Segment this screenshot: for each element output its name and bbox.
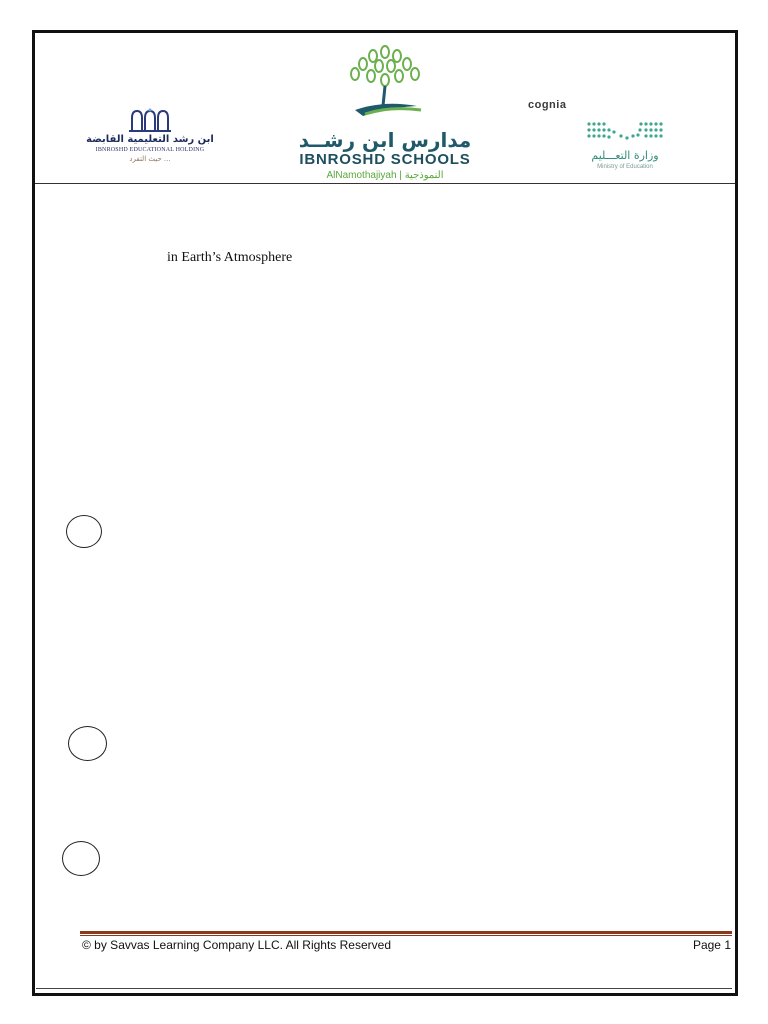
- school-name-english: IBNROSHD SCHOOLS: [299, 151, 471, 168]
- school-subtitle: AlNamothajiyah | النموذجية: [326, 170, 444, 181]
- footer-page-number: Page 1: [692, 938, 731, 952]
- footer-divider-thin: [80, 935, 732, 936]
- body-text-line: in Earth’s Atmosphere: [167, 250, 293, 265]
- answer-circle[interactable]: [68, 726, 107, 761]
- header-divider: [35, 183, 735, 184]
- holding-tagline: حيث التفرد ...: [129, 155, 171, 163]
- school-name-arabic: مدارس ابن رشــد: [298, 128, 472, 152]
- holding-name-english: IBNROSHD EDUCATIONAL HOLDING: [95, 147, 205, 153]
- answer-circle[interactable]: [66, 515, 102, 548]
- tree-icon: [335, 44, 435, 122]
- building-arches-icon: [128, 108, 172, 132]
- holding-name-arabic: ابن رشد التعليمية القابضة: [86, 134, 214, 145]
- ministry-name-english: Ministry of Education: [597, 164, 653, 170]
- dotted-grid-icon: [585, 120, 665, 144]
- school-logo: [280, 44, 490, 183]
- footer-copyright: © by Savvas Learning Company LLC. All Rights Reserved: [82, 938, 391, 952]
- ministry-name-arabic: وزارة التعـــليم: [591, 149, 659, 162]
- cognia-logo: cognia: [528, 99, 567, 111]
- ministry-logo: [560, 120, 690, 171]
- footer-divider-thick: [80, 931, 732, 934]
- page-border-bottom-line: [36, 988, 732, 989]
- answer-circle[interactable]: [62, 841, 100, 876]
- holding-logo: [80, 108, 220, 164]
